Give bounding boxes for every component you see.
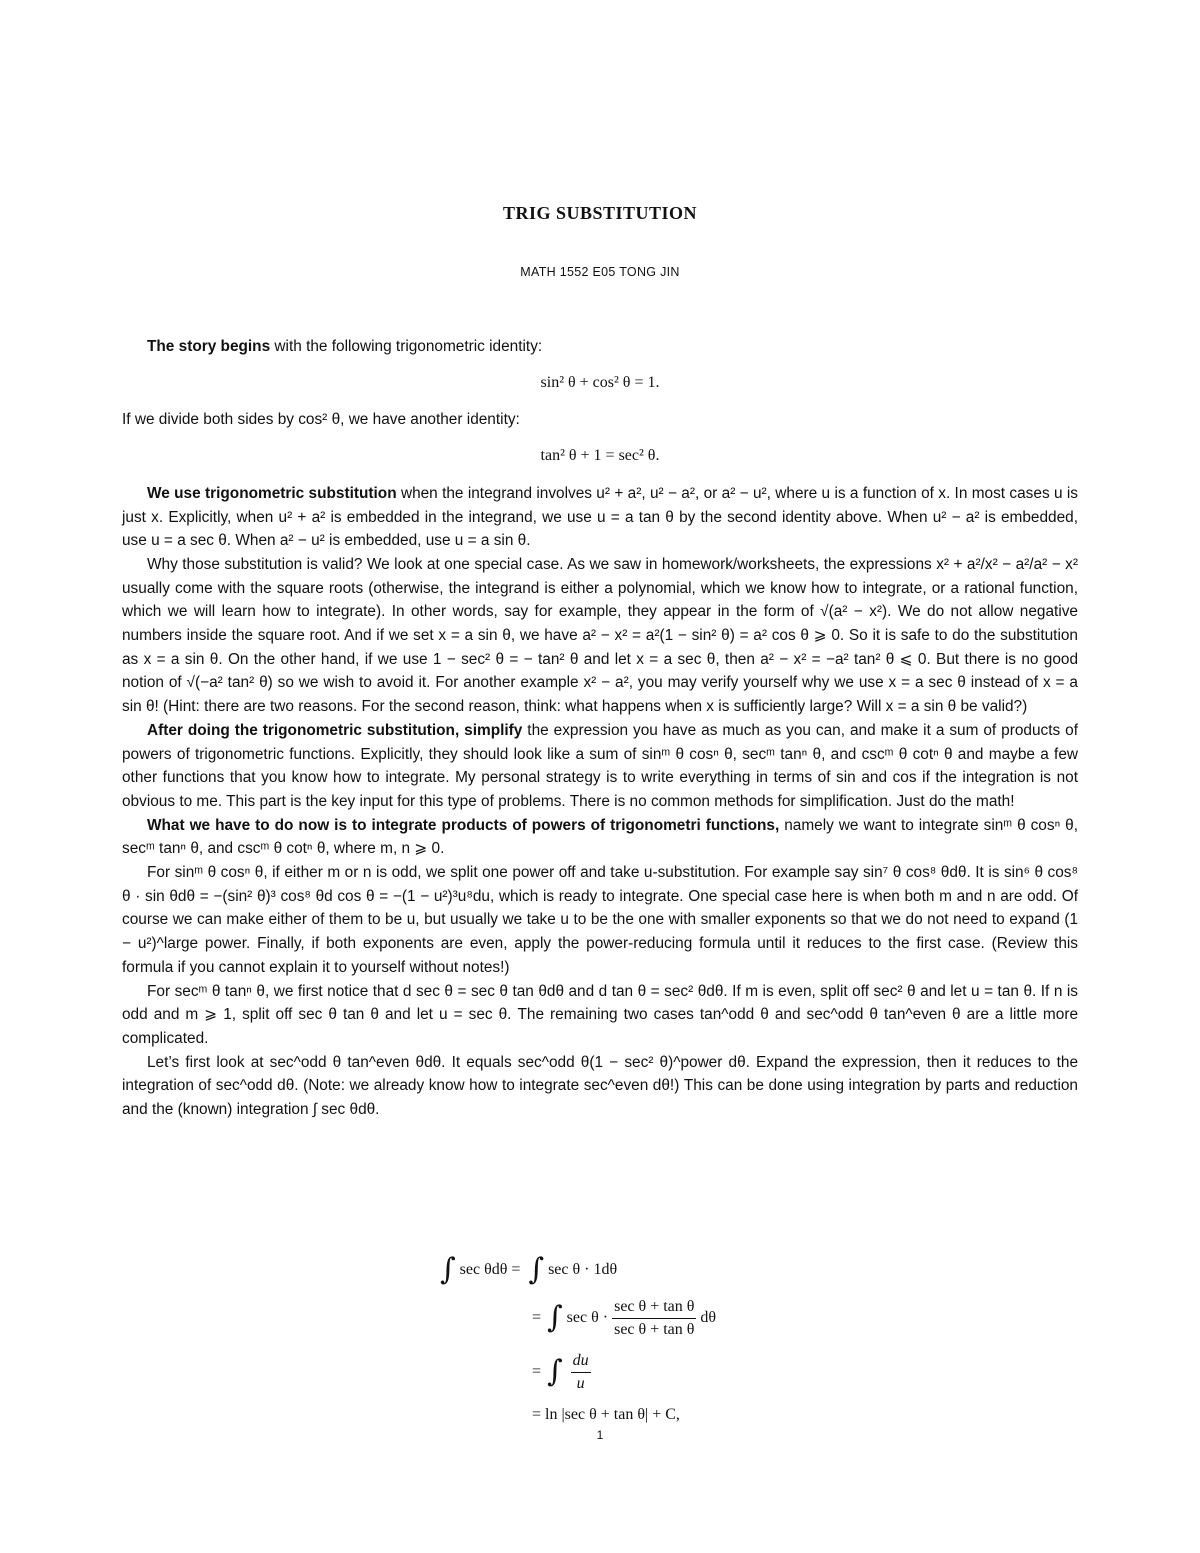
integral-sign-icon: ∫ (440, 1252, 456, 1287)
paragraph-validity: Why those substitution is valid? We look at one special case. As we saw in homework/worksheets, the expressions x² + a²/x² − a²/a² − x² usually come with the square roots (otherwise, the integrand is either a polynomial, which we know how to integrate, or a rational function, which we will learn how to integrate). In other words, say for example, they appear in the form of √(a² − x²). We do not allow negative numbers inside the square root. And if we set x = a sin θ, we have a² − x² = a²(1 − sin² θ) = a² cos θ ⩾ 0. So it is safe to do the substitution as x = a sin θ. On the other hand, if we use 1 − sec² θ = − tan² θ and let x = a sec θ, then a² − x² = −a² tan² θ ⩽ 0. But there is no good notion of √(−a² tan² θ) so we wish to avoid it. For another example x² − a², you may verify yourself why we use x = a sec θ instead of x = a sin θ! (Hint: there are two reasons. For the second reason, think: what happens when x is sufficiently large? Will x = a sin θ be valid?) (122, 555, 1078, 716)
equation-identity-1: sin² θ + cos² θ = 1. (540, 373, 660, 391)
fraction (612, 1298, 696, 1339)
bold-lead: After doing the trigonometric substitution, simplify (147, 721, 523, 739)
bold-lead: What we have to do now is to integrate products of powers of trigonometri functions, (147, 816, 780, 834)
main-text (122, 335, 1078, 1122)
paragraph-simplify (122, 719, 1078, 814)
derivation-row2-pre: sec θ · (566, 1309, 609, 1326)
paragraph-integrate (122, 814, 1078, 861)
integral-sign-icon: ∫ (547, 1300, 563, 1335)
equation-identity-2: tan² θ + 1 = sec² θ. (540, 447, 660, 465)
fraction-numerator: du (571, 1352, 591, 1373)
fraction-numerator: sec θ + tan θ (612, 1298, 696, 1319)
derivation-row2-post: dθ (700, 1309, 717, 1326)
derivation-row-3 (440, 1344, 840, 1400)
derivation-lhs: sec θdθ = (459, 1261, 521, 1278)
paragraph-sec-odd: Let’s first look at sec^odd θ tan^even θdθ. It equals sec^odd θ(1 − sec² θ)^power dθ. Expand the expression, then it reduces to the integration of sec^odd dθ. (Note: we already know how to integrate sec^even dθ!) This can be done using integration by parts and reduction and the (known) integration ∫ sec θdθ. (122, 1053, 1078, 1119)
fraction-denominator: u (576, 1374, 585, 1392)
equals-sign: = (532, 1309, 542, 1326)
paragraph-text: with the following trigonometric identity: (270, 338, 543, 355)
bold-lead: We use trigonometric substitution (147, 484, 397, 502)
integral-sign-icon: ∫ (528, 1252, 545, 1287)
paragraph-text: when the integrand involves u² + a², u² − a², or a² − u², where u is a function of x. In most cases u is just x. Explicitly, when u² + a² is embedded in the integrand, we use u = a tan θ by the second identity above. When u² − a² is embedded, use u = a sec θ. When a² − u² is embedded, use u = a sin θ. (122, 484, 1078, 550)
author-line: MATH 1552 E05 TONG JIN (520, 265, 680, 279)
page-number: 1 (596, 1428, 604, 1442)
fraction (571, 1352, 591, 1393)
paragraph-sec-tan: For secᵐ θ tanⁿ θ, we first notice that d sec θ = sec θ tan θdθ and d tan θ = sec² θdθ. If m is even, split off sec² θ and let u = tan θ. If n is odd and m ⩾ 1, split off sec θ tan θ and let u = sec θ. The remaining two cases tan^odd θ and sec^odd θ tan^even θ are a little more complicated. (122, 982, 1078, 1047)
page-title: TRIG SUBSTITUTION (502, 203, 698, 223)
equals-sign: = (532, 1363, 542, 1380)
paragraph-sin-cos: For sinᵐ θ cosⁿ θ, if either m or n is odd, we split one power off and take u-substitution. For example say sin⁷ θ cos⁸ θdθ. It is sin⁶ θ cos⁸ θ · sin θdθ = −(sin² θ)³ cos⁸ θd cos θ = −(1 − u²)³u⁸du, which is ready to integrate. One special case here is when both m and n are odd. Of course we can make either of them to be u, but usually we take u to be the one with smaller exponents so that we do not need to expand (1 − u²)^large power. Finally, if both exponents are even, apply the power-reducing formula until it reduces to the first case. (Review this formula if you cannot explain it to yourself without notes!) (122, 864, 1078, 976)
fraction-denominator: sec θ + tan θ (614, 1320, 695, 1338)
bold-lead: The story begins (147, 338, 271, 355)
paragraph-text: namely we want to integrate sinᵐ θ cosⁿ θ, secᵐ tanⁿ θ, and cscᵐ θ cotⁿ θ, where m, n ⩾ 0. (122, 816, 1078, 858)
paragraph-text: the expression you have as much as you can, and make it a sum of products of powers of trigonometric functions. Explicitly, they should look like a sum of sinᵐ θ cosⁿ θ, secᵐ tanⁿ θ, and cscᵐ θ cotⁿ θ and maybe a few other functions that you know how to integrate. My personal strategy is to write everything in terms of sin and cos if the integration is not obvious to me. This part is the key input for this type of problems. There is no common methods for simplification. Just do the math! (122, 721, 1078, 810)
derivation-row-1 (440, 1248, 840, 1292)
derivation-row1-expr: sec θ · 1dθ (548, 1261, 618, 1278)
paragraph-intro (122, 335, 1078, 359)
paragraph-substitution (122, 482, 1078, 553)
paragraph-divide: If we divide both sides by cos² θ, we have another identity: (122, 411, 520, 429)
integral-derivation (440, 1248, 840, 1430)
derivation-row-2 (440, 1292, 840, 1344)
integral-sign-icon: ∫ (547, 1354, 563, 1389)
derivation-row-4: = ln |sec θ + tan θ| + C, (532, 1406, 680, 1423)
